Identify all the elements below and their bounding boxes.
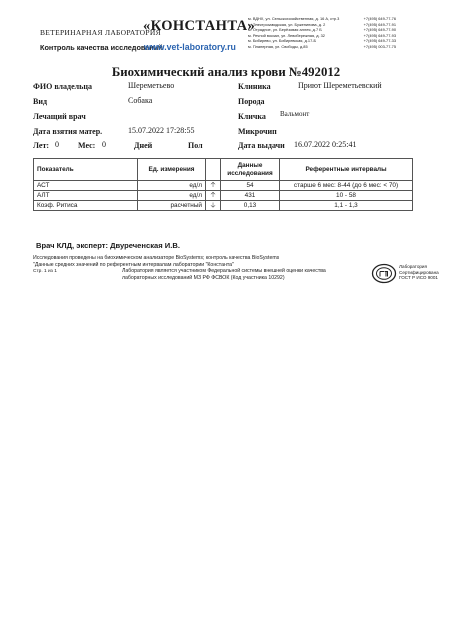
gost-line: ГОСТ Р ИСО 9001 — [399, 275, 438, 281]
months-value: 0 — [102, 140, 106, 149]
arrow-down-icon: 🡣 — [206, 201, 221, 211]
issue-date-value: 16.07.2022 0:25:41 — [294, 140, 357, 149]
nickname-label: Кличка — [238, 112, 266, 121]
report-title: Биохимический анализ крови №492012 — [111, 65, 341, 79]
days-label: Дней — [134, 141, 153, 150]
page-number: Стр. 1 из 1 — [33, 269, 57, 274]
accreditation-line: лабораторных исследований МЗ РФ ФСВОК (Код участника 10292) — [122, 274, 285, 281]
microchip-label: Микрочип — [238, 127, 277, 136]
table-header-row — [34, 159, 413, 181]
result-value: 431 — [221, 191, 280, 201]
doctor-signature: Врач КЛД, эксперт: Двуреченская И.В. — [36, 241, 180, 250]
address-row: м. Электрозаводская, ул. Буженинова, д. 2 +7(495) 649-77-91 — [248, 21, 396, 27]
note-line: Исследования проведены на биохимическом анализаторе BioSystems; контроль качества BioSystems — [33, 255, 280, 261]
accreditation-line: Лаборатория является участником Федеральной системы внешней оценки качества — [122, 268, 326, 274]
sample-date-label: Дата взятия матер. — [33, 127, 103, 136]
header-reference: Референтные интервалы — [280, 159, 413, 181]
months-label: Мес: — [78, 141, 96, 150]
lab-subtitle: Контроль качества исследований — [40, 43, 163, 52]
address-row: м. Речной вокзал, ул. Левобережная, д. 32 +7(495) 649-77-93 — [248, 32, 396, 38]
result-value: 0,13 — [221, 201, 280, 211]
clinic-value: Приют Шереметьевский — [298, 81, 382, 90]
owner-label: ФИО владельца — [33, 82, 92, 91]
reference-range: 1,1 - 1,3 — [280, 201, 413, 211]
species-label: Вид — [33, 97, 47, 106]
gost-certification-text — [399, 264, 439, 281]
address-row: м. Планерная, ул. Свободы, д.85 +7(495) 003-77-75 — [248, 43, 396, 49]
breed-label: Порода — [238, 97, 265, 106]
address-row: м. ВДНХ, ул. Сельскохозяйственная, д. 16 А, стр.3 +7(495) 649-77-76 — [248, 16, 396, 21]
arrow-up-icon: 🡡 — [206, 191, 221, 201]
doctor-label: Лечащий врач — [33, 112, 86, 121]
note-line: "Данные средних значений по референтным интервалам лаборатории "Константа" — [33, 261, 234, 268]
lab-name: ВЕТЕРИНАРНАЯ ЛАБОРАТОРИЯ — [40, 28, 161, 37]
years-label: Лет: — [33, 141, 50, 150]
unit-cell: ед/л — [138, 191, 206, 201]
sex-label: Пол — [188, 141, 203, 150]
lab-brand: «КОНСТАНТА» — [143, 18, 256, 34]
unit-cell: расчетный — [138, 201, 206, 211]
unit-cell: ед/л — [138, 181, 206, 191]
gost-line: Лаборатория — [399, 264, 427, 269]
sample-date-value: 15.07.2022 17:28:55 — [128, 126, 195, 135]
reference-range: старше 6 мес: 8-44 (до 6 мес: < 70) — [280, 181, 413, 191]
header-indicator: Показатель — [34, 159, 138, 181]
gost-certification-icon — [371, 263, 397, 284]
owner-value: Шереметьево — [128, 81, 175, 90]
clinic-label: Клиника — [238, 82, 271, 91]
indicator-name: Коэф. Ритиса — [34, 201, 138, 211]
table-row — [34, 191, 413, 201]
header-value: Данные исследования — [221, 159, 280, 181]
reference-range: 10 - 58 — [280, 191, 413, 201]
table-row — [34, 181, 413, 191]
accreditation-note — [122, 268, 326, 281]
years-value: 0 — [55, 140, 59, 149]
table-row — [34, 201, 413, 211]
species-value: Собака — [128, 96, 153, 105]
indicator-name: АЛТ — [34, 191, 138, 201]
nickname-value: Вальмонт — [280, 110, 310, 118]
issue-date-label: Дата выдачи — [238, 141, 285, 150]
analyzer-note — [33, 255, 279, 268]
header-unit: Ед. измерения — [138, 159, 206, 181]
results-table — [33, 158, 413, 211]
gost-line: Сертифицирована — [399, 269, 439, 275]
address-row: м. Бибирево, ул. Бибиревская, д.17-Б +7(495) 649-77-33 — [248, 38, 396, 44]
arrow-up-icon: 🡡 — [206, 181, 221, 191]
header-flag — [206, 159, 221, 181]
result-value: 54 — [221, 181, 280, 191]
address-row: м. Отрадное, ул. Берёзовая аллея, д.7 Б +7(495) 649-77-90 — [248, 27, 396, 33]
lab-website-link[interactable]: www.vet-laboratory.ru — [144, 42, 236, 52]
indicator-name: АСТ — [34, 181, 138, 191]
address-list — [248, 16, 396, 50]
